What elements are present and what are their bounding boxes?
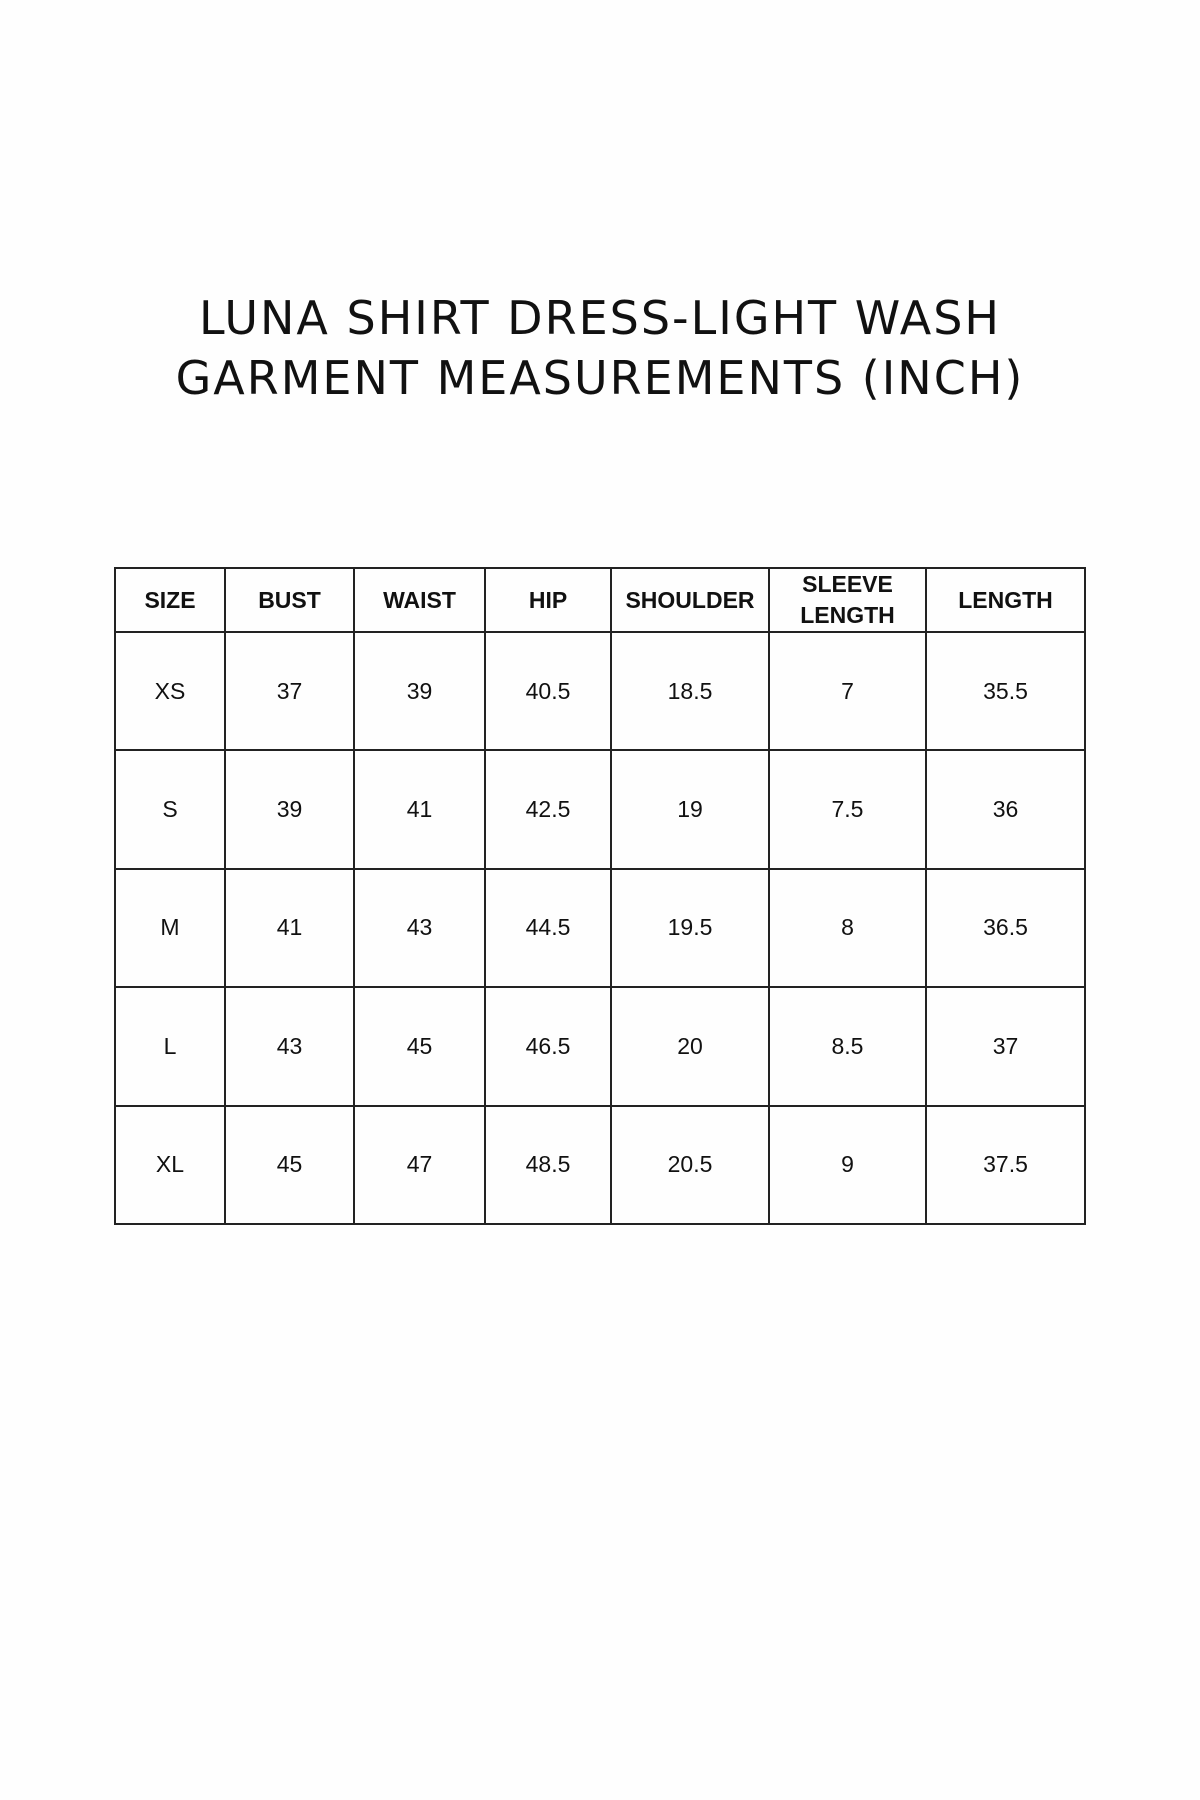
cell-size: S: [115, 750, 225, 868]
cell-length: 37.5: [926, 1106, 1085, 1224]
header-hip: HIP: [485, 568, 611, 632]
cell-waist: 47: [354, 1106, 485, 1224]
cell-sleeve-length: 7.5: [769, 750, 926, 868]
cell-bust: 39: [225, 750, 354, 868]
header-length: LENGTH: [926, 568, 1085, 632]
cell-shoulder: 19.5: [611, 869, 769, 987]
header-row: [115, 568, 1085, 632]
header-shoulder: SHOULDER: [611, 568, 769, 632]
cell-bust: 41: [225, 869, 354, 987]
cell-sleeve-length: 9: [769, 1106, 926, 1224]
cell-bust: 43: [225, 987, 354, 1105]
table-row: [115, 632, 1085, 750]
cell-shoulder: 18.5: [611, 632, 769, 750]
table-row: [115, 750, 1085, 868]
cell-sleeve-length: 8: [769, 869, 926, 987]
cell-hip: 40.5: [485, 632, 611, 750]
size-chart-table: [114, 567, 1086, 1225]
table-row: [115, 869, 1085, 987]
cell-waist: 43: [354, 869, 485, 987]
cell-hip: 46.5: [485, 987, 611, 1105]
cell-length: 36.5: [926, 869, 1085, 987]
table-row: [115, 1106, 1085, 1224]
cell-waist: 45: [354, 987, 485, 1105]
cell-bust: 45: [225, 1106, 354, 1224]
cell-sleeve-length: 8.5: [769, 987, 926, 1105]
cell-size: XS: [115, 632, 225, 750]
cell-shoulder: 20: [611, 987, 769, 1105]
cell-shoulder: 20.5: [611, 1106, 769, 1224]
page-title: [0, 288, 1200, 408]
header-sleeve-length: SLEEVE LENGTH: [769, 568, 926, 632]
cell-hip: 42.5: [485, 750, 611, 868]
header-size: SIZE: [115, 568, 225, 632]
table-row: [115, 987, 1085, 1105]
cell-length: 35.5: [926, 632, 1085, 750]
cell-length: 37: [926, 987, 1085, 1105]
title-line-2: GARMENT MEASUREMENTS (INCH): [175, 351, 1025, 405]
cell-bust: 37: [225, 632, 354, 750]
header-bust: BUST: [225, 568, 354, 632]
cell-size: L: [115, 987, 225, 1105]
cell-length: 36: [926, 750, 1085, 868]
header-waist: WAIST: [354, 568, 485, 632]
cell-size: XL: [115, 1106, 225, 1224]
cell-sleeve-length: 7: [769, 632, 926, 750]
cell-waist: 39: [354, 632, 485, 750]
cell-hip: 44.5: [485, 869, 611, 987]
cell-shoulder: 19: [611, 750, 769, 868]
cell-waist: 41: [354, 750, 485, 868]
cell-size: M: [115, 869, 225, 987]
cell-hip: 48.5: [485, 1106, 611, 1224]
title-line-1: LUNA SHIRT DRESS-LIGHT WASH: [198, 291, 1002, 345]
